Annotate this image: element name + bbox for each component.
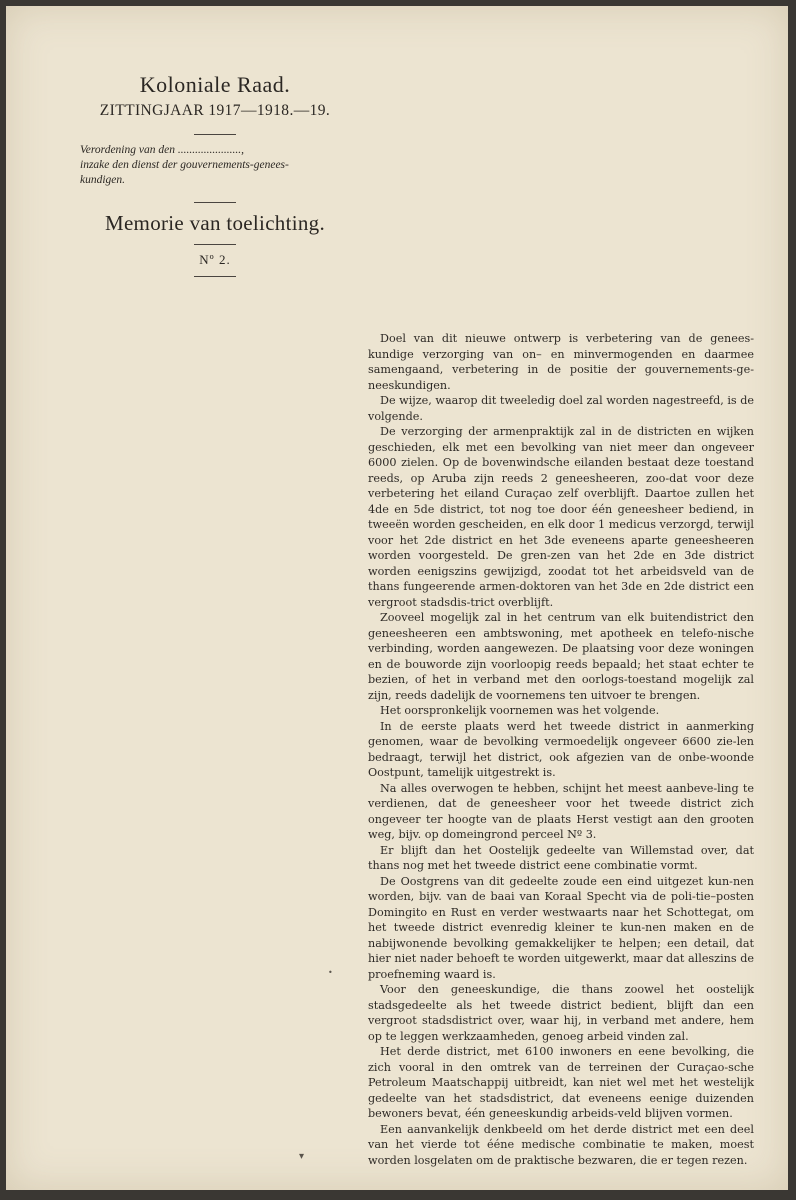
paragraph: De verzorging der armenpraktijk zal in de districten en wijken geschieden, elk met een bevolking van niet meer dan ongeveer 6000 zielen. Op de bovenwindsche eilanden bestaat deze toestand reeds, op Aruba zijn reeds 2 geneesheeren, zoo-dat voor deze verbetering het eiland Curaçao zelf overblijft. Daartoe zullen het 4de en 5de district, tot nog toe door één geneesheer bediend, in tweeën worden gescheiden, en elk door 1 medicus verzorgd, terwijl voor het 2de district en het 3de eveneens aparte geneesheeren worden voorgesteld. De gren-zen van het 2de en 3de district worden eenigszins gewijzigd, zoodat tot het arbeidsveld van de thans fungeerende armen-doktoren van het 3de en 2de district een vergroot stadsdis-trict overblijft. xyxy=(368,425,754,609)
ordinance-line: inzake den dienst der gouvernements-genees- xyxy=(80,159,289,171)
margin-speck: • xyxy=(328,968,333,977)
document-number: Nº 2. xyxy=(199,252,231,267)
divider-rule xyxy=(194,134,236,135)
paragraph: Voor den geneeskundige, die thans zoowel het oostelijk stadsgedeelte als het tweede district bedient, blijft dan een vergroot stadsdistrict over, waar hij, in verband met andere, hem op te leggen werkzaamheden, genoeg arbeid vinden zal. xyxy=(368,983,754,1043)
divider-rule xyxy=(194,244,236,245)
divider-rule xyxy=(194,276,236,277)
paragraph: Zooveel mogelijk zal in het centrum van elk buitendistrict den geneesheeren een ambtswoning, met apotheek en telefo-nische verbinding, worden aangewezen. De plaatsing voor deze woningen en de bouworde zijn voorloopig reeds bepaald; het staat echter te bezien, of het in verband met den oorlogs-toestand mogelijk zal zijn, reeds dadelijk de voornemens ten uitvoer te brengen. xyxy=(368,611,754,702)
margin-speck: ▾ xyxy=(299,1151,305,1162)
paragraph: Na alles overwogen te hebben, schijnt het meest aanbeve-ling te verdienen, dat de geneesheer voor het tweede district zich ongeveer ter hoogte van de plaats Herst vestigt aan den grooten weg, bijv. op domeingrond perceel Nº 3. xyxy=(368,781,754,841)
paragraph: Een aanvankelijk denkbeeld om het derde district met een deel van het vierde tot ééne medische combinatie te maken, moest worden losgelaten om de praktische bezwaren, die er tegen rezen. xyxy=(368,1122,754,1167)
paragraph: De wijze, waarop dit tweeledig doel zal worden nagestreefd, is de volgende. xyxy=(368,394,754,423)
divider-rule xyxy=(194,202,236,203)
ordinance-line: kundigen. xyxy=(80,174,126,186)
paragraph: Er blijft dan het Oostelijk gedeelte van Willemstad over, dat thans nog met het tweede district eene combinatie vormt. xyxy=(368,843,754,872)
paragraph: Het oorspronkelijk voornemen was het volgende. xyxy=(380,704,660,717)
ordinance-line: Verordening van den ......................, xyxy=(80,144,244,156)
paragraph: De Oostgrens van dit gedeelte zoude een eind uitgezet kun-nen worden, bijv. van de baai van Koraal Specht via de poli-tie–posten Domingito en Rust en verder westwaarts naar het Schottegat, om het tweede district evenredig kleiner te kun-nen maken en de nabijwonende bevolking gemakkelijker te helpen; een detail, dat hier niet nader behoeft te worden uitgewerkt, maar dat alleszins de proefneming waard is. xyxy=(368,874,754,981)
paragraph: Het derde district, met 6100 inwoners en eene bevolking, die zich vooral in den omtrek van de terreinen der Curaçao-sche Petroleum Maatschappij uitbreidt, kan niet wel met het westelijk gedeelte van het stadsdistrict, dat eveneens eenige duizenden bewoners bevat, één geneeskundig arbeids-veld blijven vormen. xyxy=(368,1045,754,1120)
document-header xyxy=(80,66,350,277)
paragraph: Doel van dit nieuwe ontwerp is verbetering van de genees-kundige verzorging van on– en minvermogenden en daarmee samengaand, verbetering in de positie der gouvernements-ge-neeskundigen. xyxy=(368,332,754,392)
session-year: ZITTINGJAAR 1917—1918.—19. xyxy=(99,102,331,119)
document-page xyxy=(6,6,788,1190)
council-title: Koloniale Raad. xyxy=(139,72,291,97)
paragraph: In de eerste plaats werd het tweede district in aanmerking genomen, waar de bevolking vermoedelijk ongeveer 6600 zie-len bedraagt, terwijl het district, ook afgezien van de onbe-woonde Oostpunt, tamelijk uitgestrekt is. xyxy=(368,719,754,779)
ordinance-caption xyxy=(80,143,348,188)
memorandum-body xyxy=(368,331,754,1168)
document-title: Memorie van toelichting. xyxy=(104,211,326,235)
